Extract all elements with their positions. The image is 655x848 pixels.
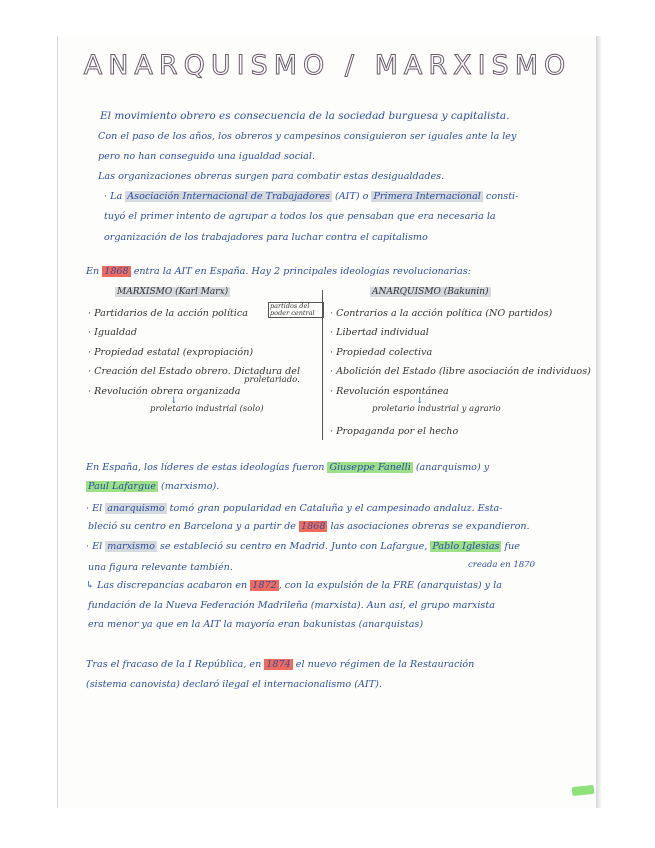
espana-line-9: era menor ya que en la AIT la mayoría eran bakunistas (anarquistas) [88, 619, 424, 630]
intro-line-4: Las organizaciones obreras surgen para combatir estas desigualdades. [98, 171, 445, 182]
column-divider [322, 290, 324, 440]
text: (AIT) o [331, 191, 372, 202]
marxismo-highlight: marxismo [107, 541, 155, 552]
text: (anarquismo) y [412, 462, 490, 473]
intro-line-6: tuyó el primer intento de agrupar a todos los que pensaban que era necesaria la [104, 211, 496, 222]
intro-line-2: Con el paso de los años, los obreros y campesinos consiguieron ser iguales ante la ley [98, 131, 517, 142]
final-line-1 [86, 659, 474, 670]
year-1872-highlight: 1872 [252, 580, 277, 591]
espana-line-3 [86, 503, 502, 514]
text: tomó gran popularidad en Cataluña y el campesinado andaluz. Esta- [166, 503, 503, 514]
anarquismo-highlight: anarquismo [107, 503, 165, 514]
text: el nuevo régimen de la Restauración [292, 659, 475, 670]
text: (marxismo). [158, 481, 220, 492]
text: consti- [482, 191, 519, 202]
anarquismo-item-1: · Contrarios a la acción política (NO partidos) [330, 308, 553, 319]
marxismo-item-2: · Igualdad [88, 327, 137, 338]
anarquismo-item-4: · Abolición del Estado (libre asociación de individuos) [330, 366, 591, 377]
anarquismo-item-5: · Revolución espontánea [330, 386, 449, 397]
text: , con la expulsión de la FRE (anarquistas) y la [278, 580, 502, 591]
text: Tras el fracaso de la I República, en [86, 659, 265, 670]
text: ↳ Las discrepancias acabaron en [86, 580, 251, 591]
final-line-2: (sistema canovista) declaró ilegal el internacionalismo (AIT). [86, 679, 382, 690]
primera-internacional-highlight: Primera Internacional [373, 191, 481, 202]
intro-line-3: pero no han conseguido una igualdad social. [98, 151, 315, 162]
marxismo-item-5: · Revolución obrera organizada [88, 386, 241, 397]
ait-highlight: Asociación Internacional de Trabajadores [127, 191, 330, 202]
lafargue-highlight: Paul Lafargue [88, 481, 156, 492]
espana-line-4 [88, 521, 530, 532]
espana-line-5 [86, 541, 520, 552]
text: entra la AIT en España. Hay 2 principales ideologías revolucionarias: [130, 266, 471, 277]
anarquismo-item-2: · Libertad individual [330, 327, 429, 338]
text: se estableció su centro en Madrid. Junto con Lafargue, [156, 541, 431, 552]
ait-line [86, 266, 471, 277]
page-shadow [596, 36, 602, 808]
fanelli-highlight: Giuseppe Fanelli [329, 462, 411, 473]
espana-line-6: una figura relevante también. [88, 562, 233, 573]
espana-line-2 [86, 481, 219, 492]
text: bleció su centro en Barcelona y a partir de [88, 521, 300, 532]
text: En España, los líderes de estas ideologías fueron [86, 462, 328, 473]
anarquismo-item-6: · Propaganda por el hecho [330, 426, 459, 437]
year-1868-highlight: 1868 [104, 266, 129, 277]
marxismo-item-4: · Creación del Estado obrero. Dictadura del [88, 366, 301, 377]
proletariado-text: proletariado. [244, 375, 300, 385]
down-arrow-icon: ↓ [416, 396, 424, 406]
pablo-iglesias-highlight: Pablo Iglesias [432, 541, 500, 552]
espana-line-1 [86, 462, 489, 473]
marxismo-heading: MARXISMO (Karl Marx) [117, 287, 229, 297]
page-title: ANARQUISMO / MARXISMO [83, 50, 572, 81]
text: · La [104, 191, 126, 202]
anarquismo-sub: proletario industrial y agrario [372, 404, 501, 414]
partidos-note: partidos del poder central [268, 302, 324, 318]
anarquismo-item-3: · Propiedad colectiva [330, 347, 433, 358]
text: las asociaciones obreras se expandieron. [327, 521, 530, 532]
text: En [86, 266, 103, 277]
anarquismo-heading: ANARQUISMO (Bakunin) [372, 287, 489, 297]
marxismo-item-3: · Propiedad estatal (expropiación) [88, 347, 254, 358]
text: · El [86, 541, 106, 552]
intro-line-7: organización de los trabajadores para luchar contra el capitalismo [104, 232, 428, 243]
year-1874-highlight: 1874 [266, 659, 291, 670]
espana-line-8: fundación de la Nueva Federación Madrileña (marxista). Aun así, el grupo marxista [88, 600, 495, 611]
marxismo-sub: proletario industrial (solo) [150, 404, 264, 414]
down-arrow-icon: ↓ [170, 396, 178, 406]
intro-line-5 [104, 191, 518, 202]
text: fue [501, 541, 520, 552]
intro-line-1: El movimiento obrero es consecuencia de la sociedad burguesa y capitalista. [100, 110, 510, 122]
espana-line-7 [86, 580, 502, 591]
creada-note: creada en 1870 [468, 560, 535, 570]
marxismo-item-1: · Partidarios de la acción política [88, 308, 248, 319]
text: · El [86, 503, 106, 514]
year-1868-highlight: 1868 [301, 521, 326, 532]
